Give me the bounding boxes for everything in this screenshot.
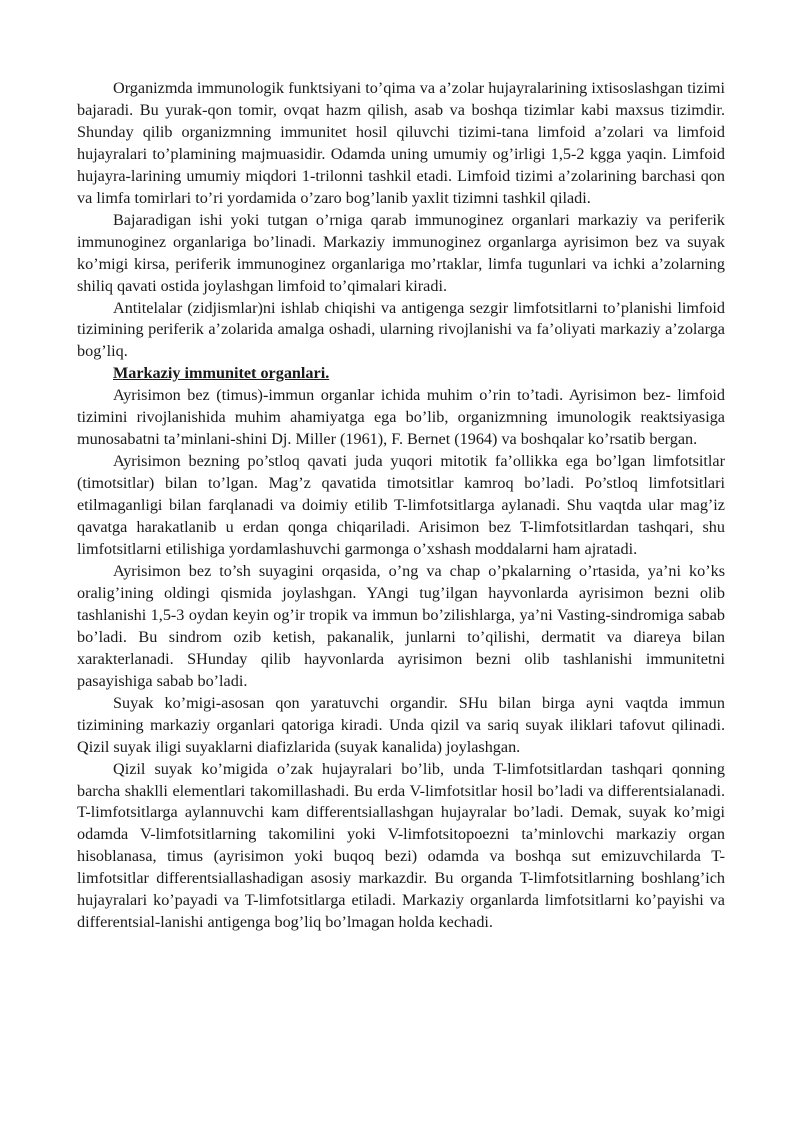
paragraph-red-marrow: Qizil suyak ko’migida o’zak hujayralari bo’lib, unda T-limfotsitlardan tashqari qonning barcha shaklli elementlari takomillashadi. Bu erda V-limfotsitlar hosil bo’ladi va differentsialanadi. T-limfotsitlarga aylannuvchi kam differentsiallashgan hujayralar bo’ladi. Demak, suyak ko’migi odamda V-limfotsitlarning takomilini yoki V-limfotsitopoezni ta’minlovchi markaziy organ hisoblanasa, timus (ayrisimon yoki buqoq bezi) odamda va boshqa sut emizuvchilarda T-limfotsitlar differentsiallashadigan asosiy markazdir. Bu organda T-limfotsitlarning boshlang’ich hujayralari ko’payadi va T-limfotsitlarga etiladi. Markaziy organlarda limfotsitlarni ko’payishi va differentsial-lanishi antigenga bog’liq bo’lmagan holda kechadi.: [77, 759, 725, 932]
paragraph-thymus-cortex: Ayrisimon bezning po’stloq qavati juda yuqori mitotik fa’ollikka ega bo’lgan limfotsitlar (timotsitlar) bilan to’lgan. Mag’z qavatida timotsitlar kamroq bo’ladi. Po’stloq limfotsitlari etilmaganligi bilan farqlanadi va doimiy etilib T-limfotsitlarga aylanadi. Shu vaqtda ular mag’iz qavatga harakatlanib u erdan qonga chiqariladi. Arisimon bez T-limfotsitlardan tashqari, shu limfotsitlarni etilishiga yordamlashuvchi garmonga o’xshash moddalarni ham ajratadi.: [77, 452, 725, 559]
section-heading: Markaziy immunitet organlari.: [113, 364, 330, 383]
paragraph-bone-marrow: Suyak ko’migi-asosan qon yaratuvchi organdir. SHu bilan birga ayni vaqtda immun tizimining markaziy organlari qatoriga kiradi. Unda qizil va sariq suyak iliklari tafovut qilinadi. Qizil suyak iligi suyaklarni diafizlarida (suyak kanalida) joylashgan.: [77, 693, 725, 756]
paragraph-antibody-production: Antitelalar (zidjismlar)ni ishlab chiqishi va antigenga sezgir limfotsitlarni to’planishi limfoid tizimining periferik a’zolarida amalga oshadi, ularning rivojlanishi va fa’oliyati markaziy a’zolarga bog’liq.: [77, 298, 725, 361]
paragraph-immune-system-intro: Organizmda immunologik funktsiyani to’qima va a’zolar hujayralarining ixtisoslashgan tizimi bajaradi. Bu yurak-qon tomir, ovqat hazm qilish, asab va boshqa tizimlar kabi maxsus tizimdir. Shunday qilib organizmning immunitet hosil qiluvchi tizimi-tana limfoid a’zolari va limfoid hujayralari to’plamining majmuasidir. Odamda uning umumiy og’irligi 1,5-2 kgga yaqin. Limfoid hujayra-larining umumiy miqdori 1-trilonni tashkil etadi. Limfoid tizimi a’zolarining barchasi qon va limfa tomirlari to’ri yordamida o’zaro bog’lanib yaxlit tizimni tashkil qiladi.: [77, 79, 725, 207]
paragraph-thymus-location: Ayrisimon bez to’sh suyagini orqasida, o’ng va chap o’pkalarning o’rtasida, ya’ni ko’ks oralig’ining oldingi qismida joylashgan. YAngi tug’ilgan hayvonlarda ayrisimon bezni olib tashlanishi 1,5-3 oydan keyin og’ir tropik va immun bo’zilishlarga, ya’ni Vasting-sindromiga sabab bo’ladi. Bu sindrom ozib ketish, pakanalik, junlarni to’qilishi, dermatit va diareya bilan xarakterlanadi. SHunday qilib hayvonlarda ayrisimon bezni olib tashlanishi immunitetni pasayishiga sabab bo’ladi.: [77, 561, 725, 690]
paragraph-organ-classification: Bajaradigan ishi yoki tutgan o’rniga qarab immunoginez organlari markaziy va periferik immunoginez organlariga bo’linadi. Markaziy immunoginez organlarga ayrisimon bez va suyak ko’migi kirsa, periferik immunoginez organlariga mo’rtaklar, limfa tugunlari va ichki a’zolarning shiliq qavati ostida joylashgan limfoid to’qimalari kiradi.: [77, 210, 725, 295]
document-page: [77, 78, 725, 934]
paragraph-thymus-role: Ayrisimon bez (timus)-immun organlar ichida muhim o’rin to’tadi. Ayrisimon bez- limfoid tizimini rivojlanishida muhim ahamiyatga ega bo’lib, organizmning imunologik reaktsiyasiga munosabatni ta’minlani-shini Dj. Miller (1961), F. Bernet (1964) va boshqalar ko’rsatib bergan.: [77, 386, 725, 449]
